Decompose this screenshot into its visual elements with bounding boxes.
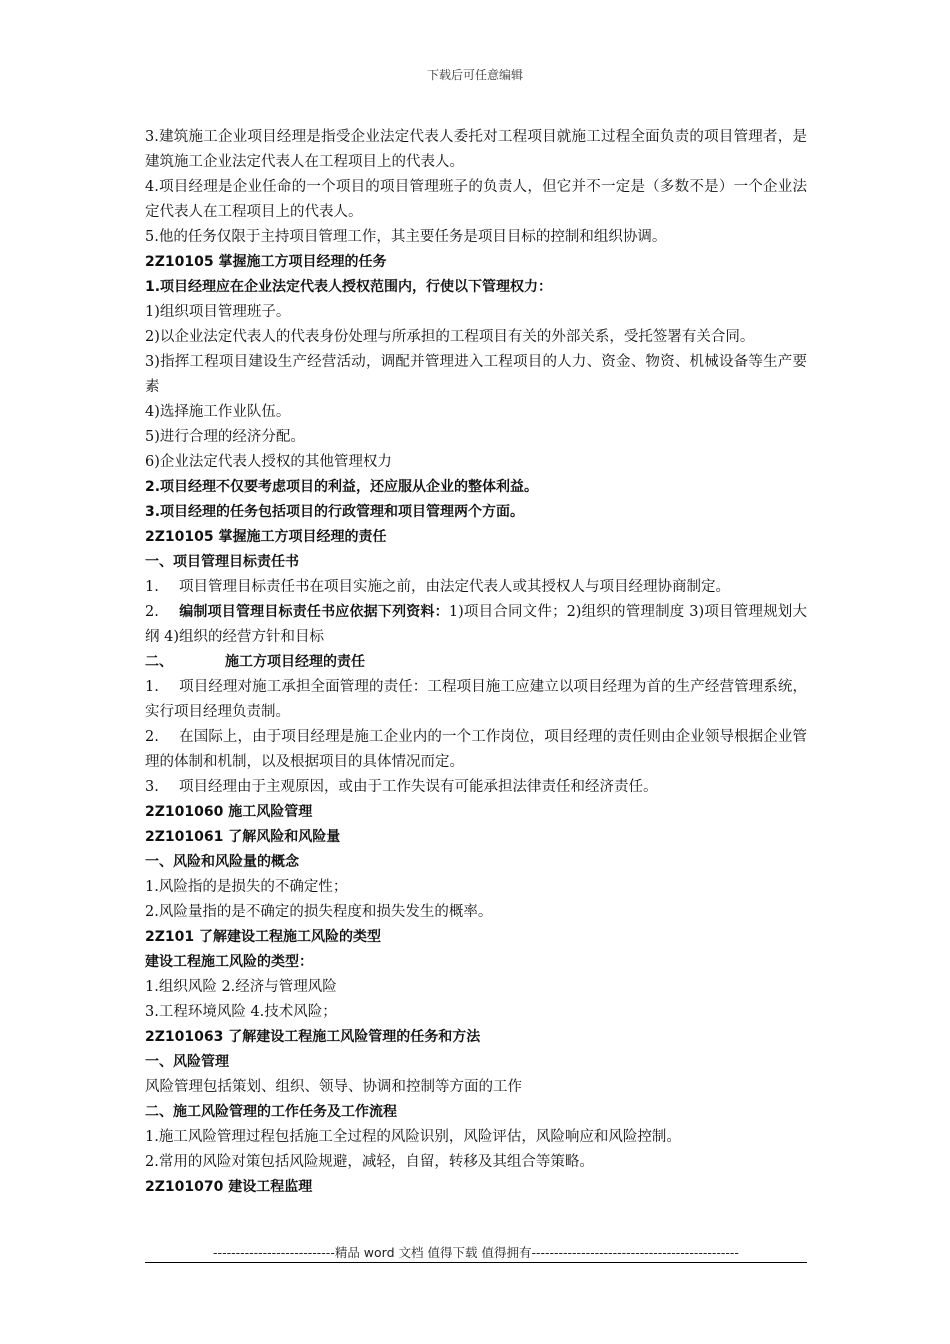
bold-paragraph: 3.项目经理的任务包括项目的行政管理和项目管理两个方面。 [145,504,525,520]
paragraph: 5.他的任务仅限于主持项目管理工作，其主要任务是项目目标的控制和组织协调。 [145,229,667,245]
section-heading: 2Z101063 了解建设工程施工风险管理的任务和方法 [145,1029,481,1045]
list-item: 4)选择施工作业队伍。 [145,404,291,420]
footer-divider [145,1262,807,1263]
item-number: 1. [145,579,159,595]
paragraph: 1.风险指的是损失的不确定性； [145,879,348,895]
page-header: 下载后可任意编辑 [426,68,523,82]
subsection-heading: 二、施工风险管理的工作任务及工作流程 [145,1104,397,1120]
subsection-heading: 一、风险管理 [145,1054,229,1070]
list-item: 5)进行合理的经济分配。 [145,429,305,445]
item-number: 2. [145,729,159,745]
bold-paragraph: 建设工程施工风险的类型： [145,954,313,970]
numbered-item [145,675,807,725]
section-heading: 2Z10105 掌握施工方项目经理的责任 [145,529,387,545]
paragraph: 2.风险量指的是不确定的损失程度和损失发生的概率。 [145,904,493,920]
item-text: 1)项目合同文件；2)组织的管理制度 3)项目管理规划大纲 4)组织的经营方针和目标 [145,604,808,645]
paragraph: 2.常用的风险对策包括风险规避，减轻，自留，转移及其组合等策略。 [145,1154,594,1170]
item-text: 项目管理目标责任书在项目实施之前，由法定代表人或其授权人与项目经理协商制定。 [179,579,730,595]
item-text-bold: 编制项目管理目标责任书应依据下列资料： [179,604,449,620]
bold-paragraph: 2.项目经理不仅要考虑项目的利益，还应服从企业的整体利益。 [145,479,539,495]
item-number: 1. [145,679,159,695]
numbered-item [145,725,807,775]
item-number: 3. [145,779,159,795]
heading-text: 施工方项目经理的责任 [225,654,365,670]
paragraph: 4.项目经理是企业任命的一个项目的项目管理班子的负责人，但它并不一定是（多数不是）一个企业法定代表人在工程项目上的代表人。 [145,179,807,220]
list-item: 2)以企业法定代表人的代表身份处理与所承担的工程项目有关的外部关系，受托签署有关合同。 [145,329,755,345]
paragraph: 3.建筑施工企业项目经理是指受企业法定代表人委托对工程项目就施工过程全面负责的项目管理者，是建筑施工企业法定代表人在工程项目上的代表人。 [145,129,807,170]
section-heading: 2Z101070 建设工程监理 [145,1179,313,1195]
paragraph: 3.工程环境风险 4.技术风险； [145,1004,337,1020]
heading-number: 二、 [145,654,173,670]
numbered-item [145,775,807,800]
paragraph: 1.组织风险 2.经济与管理风险 [145,979,337,995]
page-footer: ---------------------------精品 word 文档 值得下载 值得拥有---------------------------------------------- [213,1245,739,1260]
section-heading: 2Z101060 施工风险管理 [145,804,313,820]
item-text: 项目经理对施工承担全面管理的责任：工程项目施工应建立以项目经理为首的生产经营管理系统，实行项目经理负责制。 [145,679,807,720]
item-number: 2. [145,604,159,620]
document-body [145,125,807,1200]
section-heading: 2Z10105 掌握施工方项目经理的任务 [145,254,387,270]
subsection-heading: 一、项目管理目标责任书 [145,554,299,570]
list-item: 3)指挥工程项目建设生产经营活动，调配并管理进入工程项目的人力、资金、物资、机械设备等生产要素 [145,354,807,395]
bold-paragraph: 1.项目经理应在企业法定代表人授权范围内，行使以下管理权力： [145,279,553,295]
paragraph: 1.施工风险管理过程包括施工全过程的风险识别，风险评估，风险响应和风险控制。 [145,1129,681,1145]
item-text: 在国际上，由于项目经理是施工企业内的一个工作岗位，项目经理的责任则由企业领导根据企业管理的体制和机制，以及根据项目的具体情况而定。 [145,729,807,770]
subsection-heading [145,650,807,675]
section-heading: 2Z101 了解建设工程施工风险的类型 [145,929,381,945]
paragraph: 风险管理包括策划、组织、领导、协调和控制等方面的工作 [145,1079,522,1095]
section-heading: 2Z101061 了解风险和风险量 [145,829,341,845]
subsection-heading: 一、风险和风险量的概念 [145,854,299,870]
numbered-item [145,600,807,650]
list-item: 6)企业法定代表人授权的其他管理权力 [145,454,392,470]
item-text: 项目经理由于主观原因，或由于工作失误有可能承担法律责任和经济责任。 [179,779,658,795]
list-item: 1)组织项目管理班子。 [145,304,291,320]
numbered-item [145,575,807,600]
